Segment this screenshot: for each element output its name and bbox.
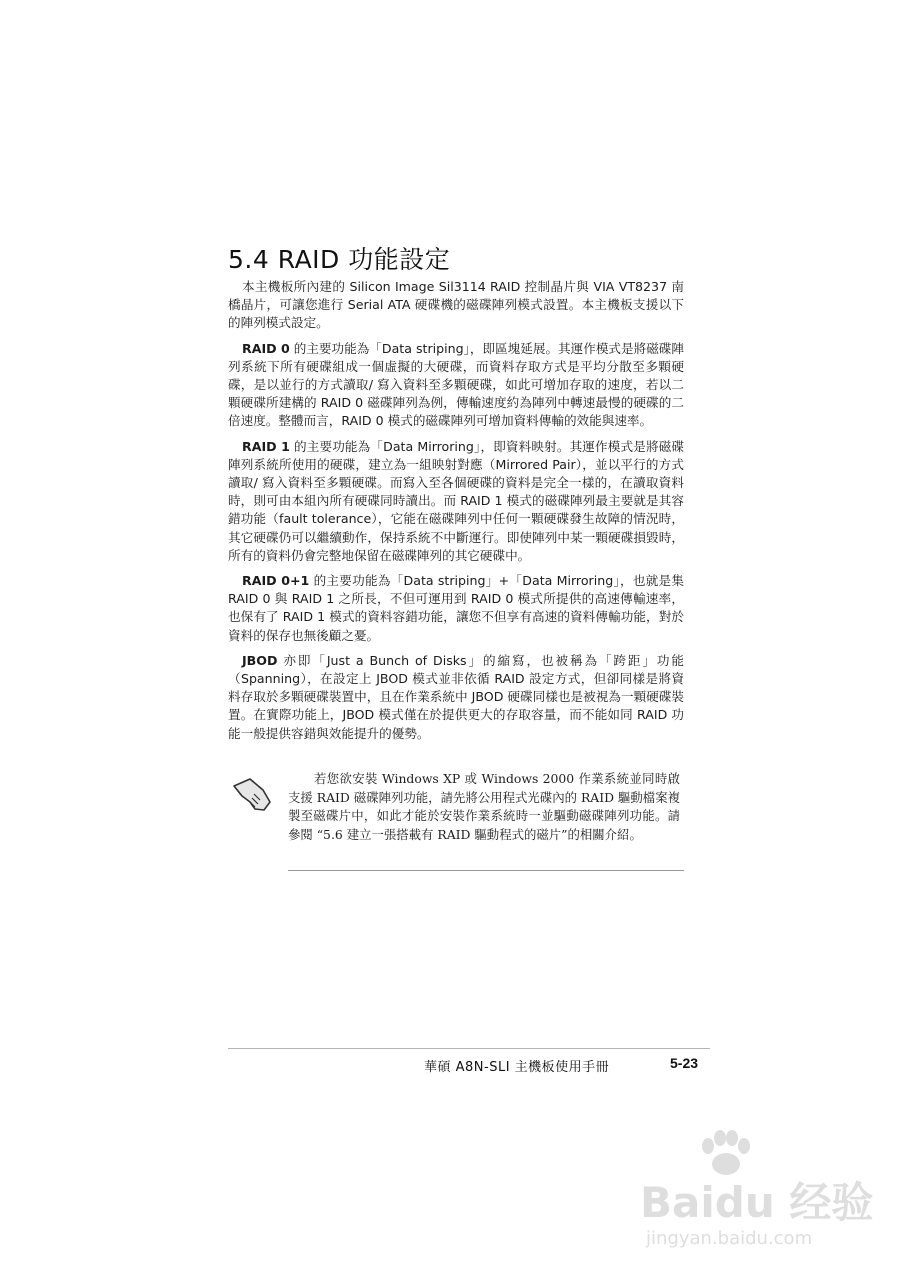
footer-title: 華碩 A8N-SLI 主機板使用手冊	[424, 1060, 610, 1075]
watermark-url: jingyan.baidu.com	[646, 1228, 813, 1249]
note-text: 若您欲安裝 Windows XP 或 Windows 2000 作業系統並同時啟支援 RAID 磁碟陣列功能，請先將公用程式光碟內的 RAID 驅動檔案複製至磁碟片中，如此才能於安裝作業系統時一並驅動磁碟陣列功能。請參閱 “5.6 建立一張搭載有 RAID 驅動程式的磁片”的相關介紹。	[288, 771, 680, 842]
text-raid01: 的主要功能為「Data striping」+「Data Mirroring」，也就是集 RAID 0 與 RAID 1 之所長，不但可運用到 RAID 0 模式所提供的高速傳輸速率，也保有了 RAID 1 模式的資料容錯功能，讓您不但享有高速的資料傳輸功能，對於資料的保存也無後顧之憂。	[228, 573, 684, 643]
paragraph-raid1	[228, 438, 684, 565]
note-box	[228, 768, 684, 872]
paragraph-raid01	[228, 572, 684, 645]
term-raid1: RAID 1	[242, 438, 290, 454]
paragraph-raid0	[228, 340, 684, 431]
term-raid0: RAID 0	[242, 340, 290, 356]
page-number: 5-23	[670, 1055, 699, 1071]
paragraph-intro: 本主機板所內建的 Silicon Image Sil3114 RAID 控制晶片與 VIA VT8237 南橋晶片，可讓您進行 Serial ATA 硬碟機的磁碟陣列模式設置。本主機板支援以下的陣列模式設定。	[228, 279, 684, 331]
text-raid0: 的主要功能為「Data striping」，即區塊延展。其運作模式是將磁碟陣列系統下所有硬碟組成一個虛擬的大硬碟，而資料存取方式是平均分散至多顆硬碟，是以並行的方式讀取/ 寫入資料至多顆硬碟，如此可增加存取的速度，若以二顆硬碟所建構的 RAID 0 磁碟陣列為例，傳輸速度約為陣列中轉速最慢的硬碟的二倍速度。整體而言，RAID 0 模式的磁碟陣列可增加資料傳輸的效能與速率。	[228, 340, 684, 429]
paragraph-jbod	[228, 652, 684, 743]
term-raid01: RAID 0+1	[242, 573, 310, 589]
text-raid1: 的主要功能為「Data Mirroring」，即資料映射。其運作模式是將磁碟陣列系統所使用的硬碟，建立為一組映射對應（Mirrored Pair），並以平行的方式讀取/ 寫入資料至多顆硬碟。而寫入至各個硬碟的資料是完全一樣的，在讀取資料時，則可由本組內所有硬碟同時讀出。而 RAID 1 模式的磁碟陣列最主要就是其容錯功能（fault tolerance），它能在磁碟陣列中任何一顆硬碟發生故障的情況時，其它硬碟仍可以繼續動作，保持系統不中斷運行。即使陣列中某一顆硬碟損毀時，所有的資料仍會完整地保留在磁碟陣列的其它硬碟中。	[228, 438, 685, 563]
footer-divider	[228, 1048, 710, 1049]
note-divider	[288, 870, 684, 871]
pointing-hand-icon	[230, 772, 276, 818]
term-jbod: JBOD	[242, 652, 278, 668]
body-text	[228, 278, 684, 750]
section-title: 5.4 RAID 功能設定	[228, 245, 451, 274]
text-jbod: 亦即「Just a Bunch of Disks」的縮寫，也被稱為「跨距」功能（Spanning），在設定上 JBOD 模式並非依循 RAID 設定方式，但卻同樣是將資料存取於多顆硬碟裝置中，且在作業系統中 JBOD 硬碟同樣也是被視為一顆硬碟裝置。在實際功能上，JBOD 模式僅在於提供更大的存取容量，而不能如同 RAID 功能一般提供容錯與效能提升的優勢。	[228, 652, 684, 741]
watermark-brand: Baidu 经验	[640, 1178, 874, 1227]
watermark	[640, 1130, 874, 1260]
